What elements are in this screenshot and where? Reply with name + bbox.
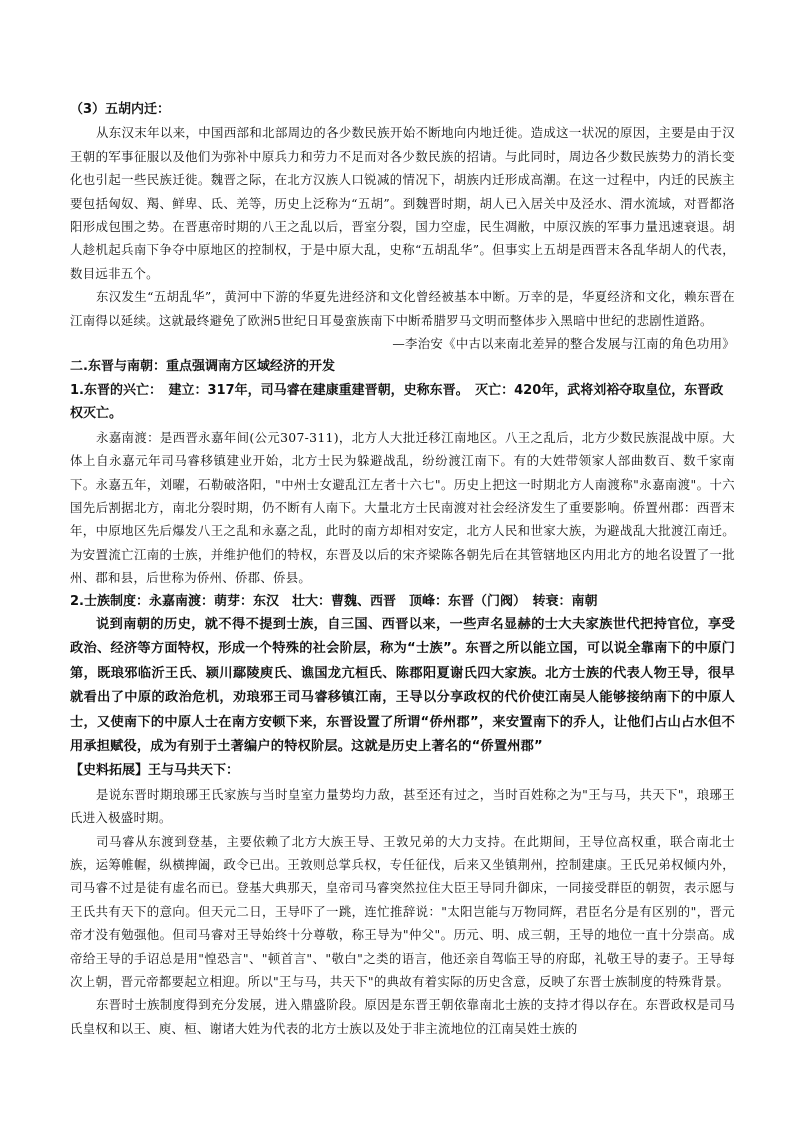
section-heading-five-hu: （3）五胡内迁： xyxy=(70,102,171,117)
paragraph-yongjia-south: 永嘉南渡：是西晋永嘉年间(公元307-311)，北方人大批迁移江南地区。八王之乱后，北方少数民族混战中原。大体上自永嘉元年司马睿移镇建业开始，北方士民为躲避战乱，纷纷渡江南下。有的大姓带领家人部曲数百、数千家南下。永嘉五年，刘曜，石勒破洛阳，"中州士女避乱江左者十六七"。历史上把这一时期北方人南渡称"永嘉南渡"。十六国先后割据北方，南北分裂时期，仍不断有人南下。大量北方士民南渡对社会经济发生了重要影响。侨置州郡：西晋末年，中原地区先后爆发八王之乱和永嘉之乱，此时的南方却相对安定，北方人民和世家大族，为避战乱大批渡江南迁。为安置流亡江南的士族，并维护他们的特权，东晋及以后的宋齐梁陈各朝先后在其管辖地区内用北方的地名设置了一批州、郡和县，后世称为侨州、侨郡、侨县。 xyxy=(70,429,735,586)
paragraph-five-hu-impact: 东汉发生“五胡乱华”，黄河中下游的华夏先进经济和文化曾经被基本中断。万幸的是，华夏经济和文化，赖东晋在江南得以延续。这就最终避免了欧洲5世纪日耳曼蛮族南下中断希腊罗马文明而整体步入黑暗中世纪的悲剧性道路。 xyxy=(70,289,735,328)
paragraph-wang-ma-intro: 是说东晋时期琅琊王氏家族与当时皇室力量势均力敌，甚至还有过之，当时百姓称之为"王与马，共天下"，琅琊王氏进入极盛时期。 xyxy=(70,786,735,826)
subheading-shizu-system: 2.士族制度：永嘉南渡：萌芽：东汉 壮大：曹魏、西晋 顶峰：东晋（门阀） 转衰：南朝 xyxy=(70,593,598,609)
section-heading-dongjin: 二.东晋与南朝：重点强调南方区域经济的开发 xyxy=(70,359,335,375)
paragraph-five-hu-migration: 从东汉末年以来，中国西部和北部周边的各少数民族开始不断地向内地迁徙。造成这一状况的原因，主要是由于汉王朝的军事征服以及他们为弥补中原兵力和劳力不足而对各少数民族的招请。与此同时，周边各少数民族势力的消长变化也引起一些民族迁徙。魏晋之际，在北方汉族人口锐减的情况下，胡族内迁形成高潮。在这一过程中，内迁的民族主要包括匈奴、羯、鲜卑、氐、羌等，历史上泛称为“五胡”。到魏晋时期，胡人已入居关中及泾水、渭水流域，对晋都洛阳形成包围之势。在晋惠帝时期的八王之乱以后，晋室分裂，国力空虚，民生凋敝，中原汉族的军事力量迅速衰退。胡人趁机起兵南下争夺中原地区的控制权，于是中原大乱，史称“五胡乱华”。但事实上五胡是西晋末各乱华胡人的代表，数目远非五个。 xyxy=(70,125,735,281)
subheading-historical-extension: 【史料拓展】王与马共天下： xyxy=(70,763,240,779)
paragraph-wang-ma-detail: 司马睿从东渡到登基，主要依赖了北方大族王导、王敦兄弟的大力支持。在此期间，王导位高权重，联合南北士族，运筹帷幄，纵横捭阖，政令已出。王敦则总掌兵权，专任征伐，后来又坐镇荆州，控制建康。王氏兄弟权倾内外，司马睿不过是徒有虚名而已。登基大典那天，皇帝司马睿突然拉住大臣王导同升御床，一同接受群臣的朝贺，表示愿与王氏共有天下的意向。但天元二日，王导吓了一跳，连忙推辞说："太阳岂能与万物同辉，君臣名分是有区别的"，晋元帝才没有勉强他。但司马睿对王导始终十分尊敬，称王导为"仲父"。历元、明、成三朝，王导的地位一直十分崇高。成帝给王导的手诏总是用"惶恐言"、"顿首言"、"敬白"之类的语言，他还亲自驾临王导的府邸，礼敬王导的妻子。王导每次上朝，晋元帝都要起立相迎。所以"王与马，共天下"的典故有着实际的历史含意，反映了东晋士族制度的特殊背景。 xyxy=(70,833,735,990)
subheading-dongjin-rise-fall: 1.东晋的兴亡： 建立：317年，司马睿在建康重建晋朝，史称东晋。 灭亡：420年，武将刘裕夺取皇位，东晋政权灭亡。 xyxy=(70,382,724,422)
document-page xyxy=(70,98,735,1040)
paragraph-shizu-intro: 说到南朝的历史，就不得不提到士族，自三国、西晋以来，一些声名显赫的士大夫家族世代把持官位，享受政治、经济等方面特权，形成一个特殊的社会阶层，称为“士族”。东晋之所以能立国，可以说全靠南下的中原门第，既琅邪临沂王氏、颍川鄢陵庾氏、谯国龙亢桓氏、陈郡阳夏谢氏四大家族。北方士族的代表人物王导，很早就看出了中原的政治危机，劝琅邪王司马睿移镇江南，王导以分享政权的代价使江南吴人能够接纳南下的中原人士，又使南下的中原人士在南方安顿下来，东晋设置了所谓“侨州郡”，来安置南下的乔人，让他们占山占水但不用承担赋役，成为有别于土著编户的特权阶层。这就是历史上著名的“侨置州郡” xyxy=(70,616,735,754)
source-citation: —李治安《中古以来南北差异的整合发展与江南的角色功用》 xyxy=(392,336,735,352)
paragraph-shizu-peak: 东晋时士族制度得到充分发展，进入鼎盛阶段。原因是东晋王朝依靠南北士族的支持才得以存在。东晋政权是司马氏皇权和以王、庾、桓、谢诸大姓为代表的北方士族以及处于非主流地位的江南吴姓士族的 xyxy=(70,997,735,1036)
